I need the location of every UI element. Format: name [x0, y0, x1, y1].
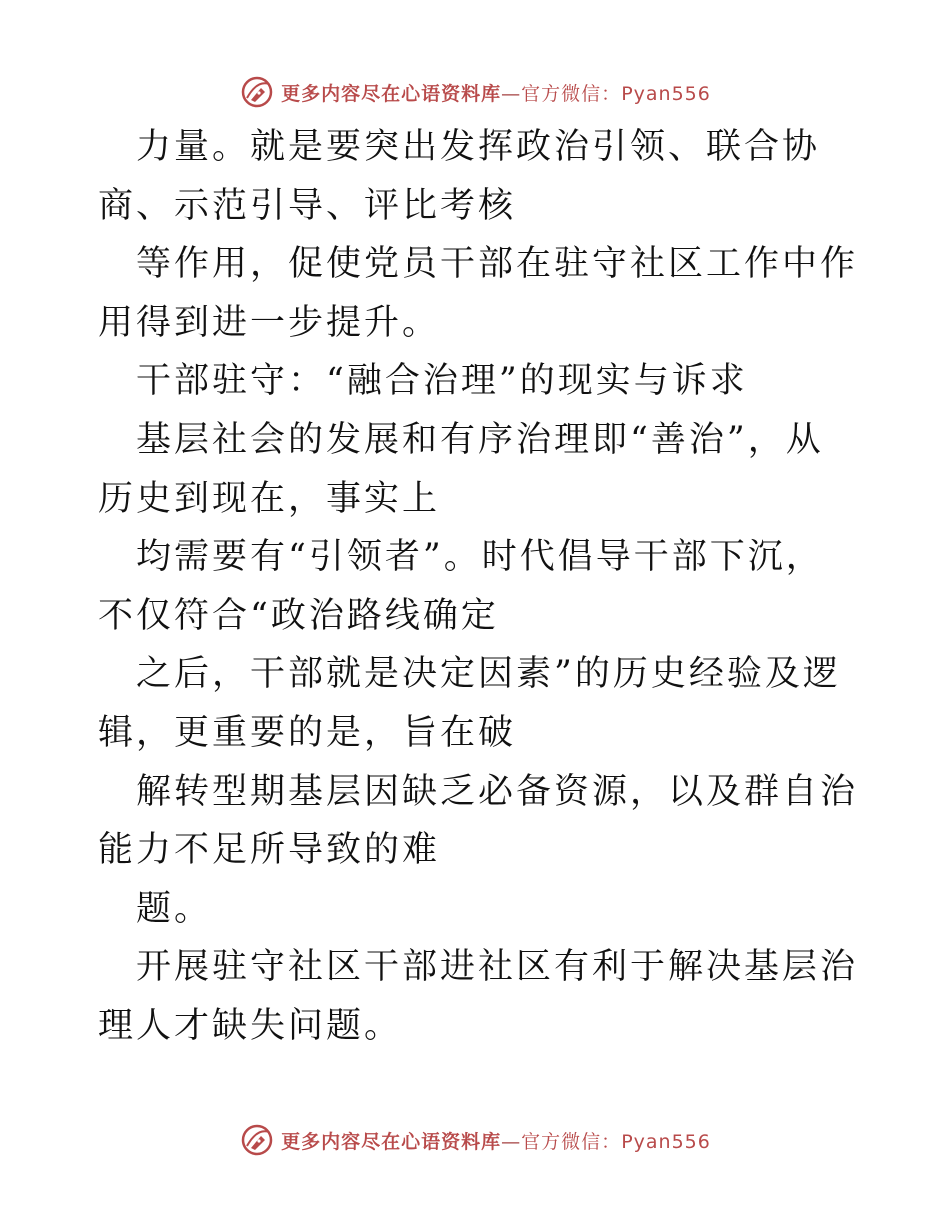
paragraph [98, 411, 858, 528]
paragraph-line: 等作用，促使党员干部在驻守社区工作中作用得 [98, 244, 859, 343]
watermark-brand: 更多内容尽在心语资料库 [281, 82, 502, 105]
header-watermark [0, 72, 950, 112]
paragraph-line: 力量。就是要突出发挥政治引领、联合协商、示 [98, 127, 821, 226]
paragraph [98, 880, 858, 939]
paragraph [98, 645, 858, 762]
paragraph-line: 之后，干部就是决定因素”的历史经验及逻辑， [98, 654, 841, 753]
paragraph-continuation: 更重要的是，旨在破 [174, 712, 517, 753]
paragraph-continuation: 符合“政治路线确定 [174, 595, 499, 636]
watermark-official: 官方微信： [521, 82, 622, 105]
paragraph-line: 干部驻守：“融合治理”的现实与诉求 [136, 361, 748, 402]
paragraph-continuation: 不足所导致的难 [174, 830, 441, 871]
paragraph-line: 均需要有“引领者”。时代倡导干部下沉，不仅 [98, 537, 824, 636]
pen-nib-icon [239, 1122, 275, 1158]
paragraph [98, 528, 858, 645]
paragraph-line: 基层社会的发展和有序治理即“善治”，从历史 [98, 419, 824, 519]
watermark-wechat-id: Pyan556 [621, 82, 711, 105]
paragraph [98, 235, 858, 352]
watermark-text [281, 79, 711, 106]
watermark-official: 官方微信： [521, 1130, 622, 1153]
pen-nib-icon [239, 74, 275, 110]
paragraph-continuation: 范引导、评比考核 [212, 185, 517, 226]
paragraph-continuation: 到进一步提升。 [174, 302, 441, 343]
document-body [98, 118, 858, 1056]
paragraph-continuation: 才缺失问题。 [174, 1005, 403, 1046]
paragraph-line: 开展驻守社区干部进社区有利于解决基层治理人 [98, 947, 859, 1046]
watermark-separator: — [501, 1130, 522, 1153]
paragraph-continuation: 到现在，事实上 [174, 478, 441, 519]
paragraph [98, 118, 858, 235]
watermark-text [281, 1127, 711, 1154]
watermark-brand: 更多内容尽在心语资料库 [281, 1130, 502, 1153]
watermark-separator: — [501, 82, 522, 105]
paragraph-line: 解转型期基层因缺乏必备资源，以及群自治能力 [98, 771, 859, 871]
paragraph [98, 938, 858, 1055]
section-heading [98, 352, 858, 411]
footer-watermark [0, 1120, 950, 1160]
paragraph [98, 763, 858, 880]
paragraph-line: 题。 [136, 888, 213, 929]
watermark-wechat-id: Pyan556 [621, 1130, 711, 1153]
